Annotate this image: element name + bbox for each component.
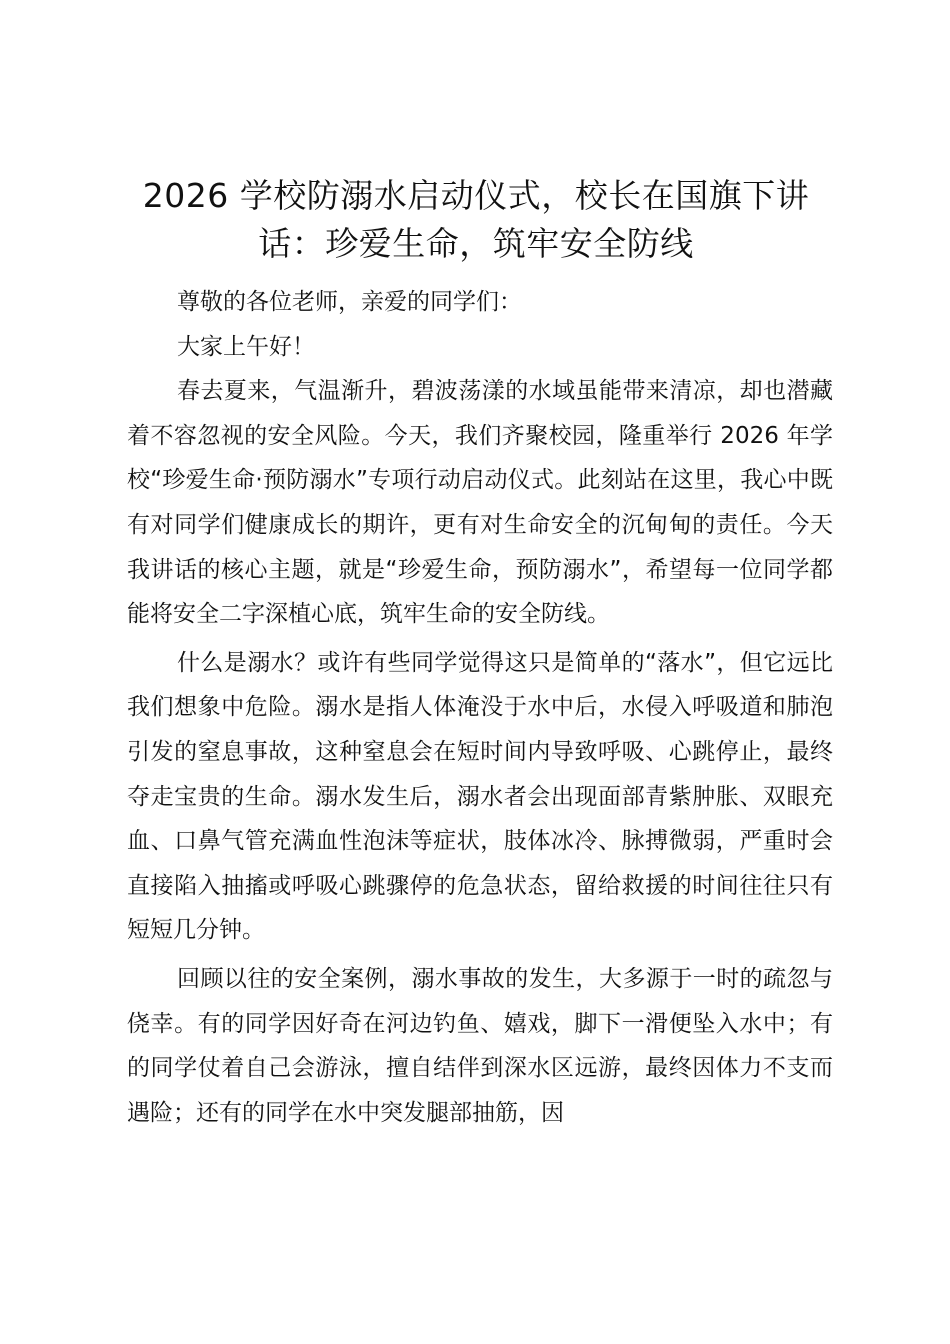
document-title: 2026 学校防溺水启动仪式，校长在国旗下讲话：珍爱生命，筑牢安全防线 (142, 176, 810, 263)
body-paragraph: 回顾以往的安全案例，溺水事故的发生，大多源于一时的疏忽与侥幸。有的同学因好奇在河边钓鱼、嬉戏，脚下一滑便坠入水中；有的同学仗着自己会游泳，擅自结伴到深水区远游，最终因体力不支而遇险；还有的同学在水中突发腿部抽筋，因 (127, 965, 833, 1126)
greeting-paragraph: 尊敬的各位老师，亲爱的同学们： (177, 289, 522, 315)
document-body (127, 280, 833, 1135)
body-paragraph: 春去夏来，气温渐升，碧波荡漾的水域虽能带来清凉，却也潜藏着不容忽视的安全风险。今天，我们齐聚校园，隆重举行 2026 年学校“珍爱生命·预防溺水”专项行动启动仪式。此刻站在这里，我心中既有对同学们健康成长的期许，更有对生命安全的沉甸甸的责任。今天我讲话的核心主题，就是“珍爱生命，预防溺水”，希望每一位同学都能将安全二字深植心底，筑牢生命的安全防线。 (127, 378, 833, 628)
salutation-paragraph: 大家上午好！ (177, 333, 315, 360)
body-paragraph: 什么是溺水？或许有些同学觉得这只是简单的“落水”，但它远比我们想象中危险。溺水是指人体淹没于水中后，水侵入呼吸道和肺泡引发的窒息事故，这种窒息会在短时间内导致呼吸、心跳停止，最终夺走宝贵的生命。溺水发生后，溺水者会出现面部青紫肿胀、双眼充血、口鼻气管充满血性泡沫等症状，肢体冰冷、脉搏微弱，严重时会直接陷入抽搐或呼吸心跳骤停的危急状态，留给救援的时间往往只有短短几分钟。 (127, 649, 833, 944)
